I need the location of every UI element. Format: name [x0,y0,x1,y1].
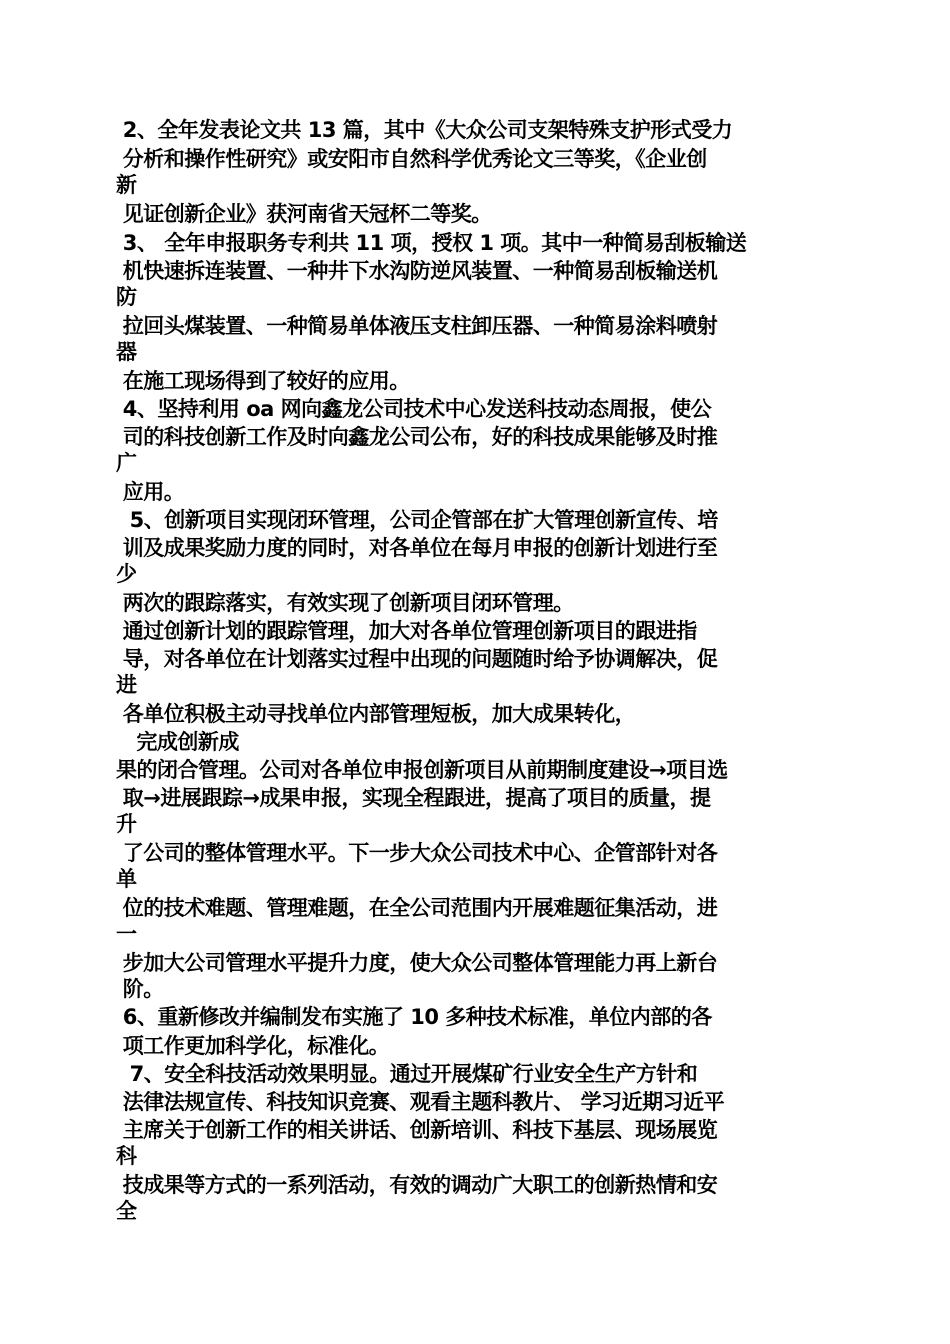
text-line: 项工作更加科学化，标准化。 [116,1034,390,1058]
text-line: 应用。 [116,480,185,504]
text-line: 3、 全年申报职务专利共 11 项，授权 1 项。其中一种简易刮板输送 [116,231,747,255]
text-line: 少 [116,562,137,586]
text-line: 全 [116,1199,137,1223]
text-line: 5、创新项目实现闭环管理，公司企管部在扩大管理创新宣传、培 [116,508,718,532]
text-line: 两次的跟踪落实，有效实现了创新项目闭环管理。 [116,591,574,615]
text-line: 器 [116,340,137,364]
text-line: 法律法规宣传、科技知识竞赛、观看主题科教片、 学习近期习近平 [116,1090,725,1114]
text-line: 完成创新成 [116,730,239,754]
text-line: 在施工现场得到了较好的应用。 [116,369,410,393]
text-line: 拉回头煤装置、一种简易单体液压支柱卸压器、一种简易涂料喷射 [116,314,718,338]
text-line: 了公司的整体管理水平。下一步大众公司技术中心、企管部针对各 [116,841,718,865]
text-line: 取→进展跟踪→成果申报，实现全程跟进，提高了项目的质量，提 [116,786,711,810]
text-line: 新 [116,173,137,197]
text-line: 训及成果奖励力度的同时，对各单位在每月申报的创新计划进行至 [116,536,718,560]
text-line: 广 [116,451,137,475]
text-line: 步加大公司管理水平提升力度，使大众公司整体管理能力再上新台 [116,951,718,975]
text-line: 防 [116,285,137,309]
text-line: 进 [116,673,137,697]
text-line: 导，对各单位在计划落实过程中出现的问题随时给予协调解决，促 [116,647,718,671]
text-line: 阶。 [116,977,164,1001]
text-line: 果的闭合管理。公司对各单位申报创新项目从前期制度建设→项目选 [116,758,728,782]
text-line: 技成果等方式的一系列活动，有效的调动广大职工的创新热情和安 [116,1173,718,1197]
text-line: 主席关于创新工作的相关讲话、创新培训、科技下基层、现场展览 [116,1118,718,1142]
text-line: 4、坚持利用 oa 网向鑫龙公司技术中心发送科技动态周报，使公 [116,397,712,421]
text-line: 6、重新修改并编制发布实施了 10 多种技术标准，单位内部的各 [116,1005,712,1029]
text-line: 机快速拆连装置、一种井下水沟防逆风装置、一种简易刮板输送机 [116,259,718,283]
text-line: 科 [116,1144,137,1168]
text-line: 单 [116,867,137,891]
text-line: 见证创新企业》获河南省天冠杯二等奖。 [116,202,492,226]
text-line: 2、全年发表论文共 13 篇，其中《大众公司支架特殊支护形式受力 [116,118,733,142]
text-line: 一 [116,922,137,946]
text-line: 通过创新计划的跟踪管理，加大对各单位管理创新项目的跟进指 [116,619,697,643]
text-line: 司的科技创新工作及时向鑫龙公司公布，好的科技成果能够及时推 [116,425,718,449]
text-line: 位的技术难题、管理难题，在全公司范围内开展难题征集活动，进 [116,896,718,920]
text-line: 分析和操作性研究》或安阳市自然科学优秀论文三等奖，《企业创 [116,147,707,171]
text-line: 7、安全科技活动效果明显。通过开展煤矿行业安全生产方针和 [116,1062,698,1086]
text-line: 升 [116,812,137,836]
text-line: 各单位积极主动寻找单位内部管理短板，加大成果转化， [116,702,636,726]
